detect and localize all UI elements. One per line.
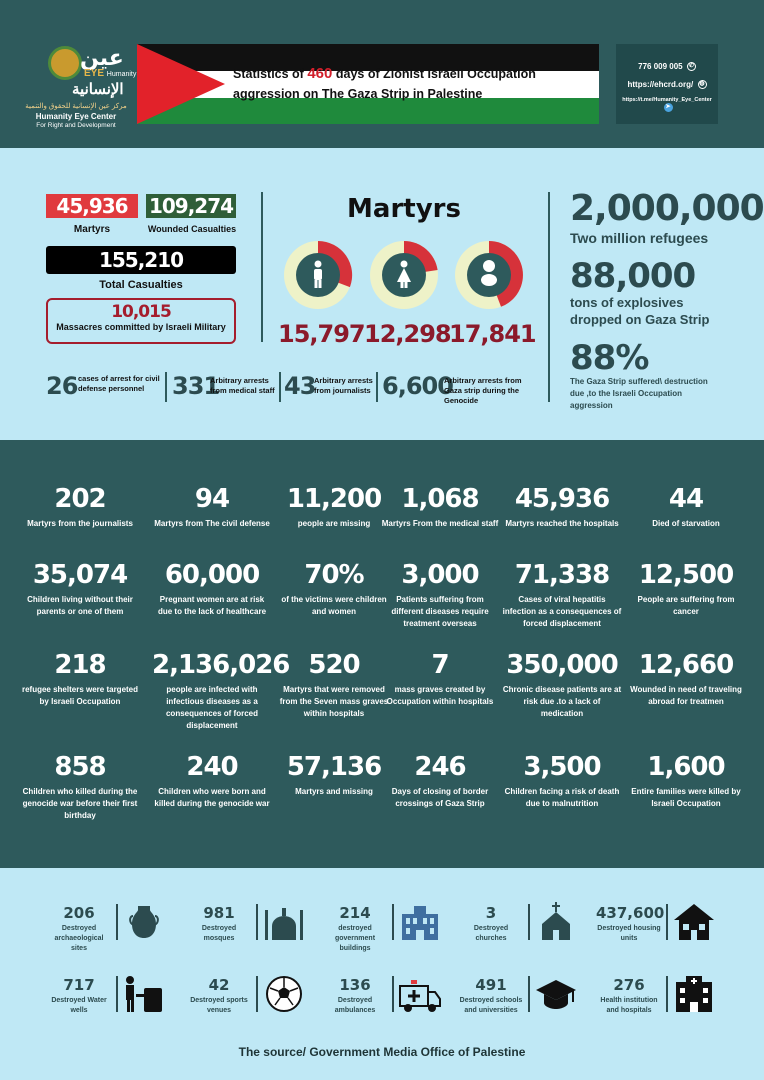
stat-label: Children facing a risk of death due to malnutrition	[504, 787, 620, 808]
contact-box	[616, 44, 718, 124]
header	[0, 0, 764, 148]
stat-value: 94	[194, 484, 230, 514]
women-chart	[369, 240, 439, 310]
stat-item	[274, 484, 394, 530]
stat-label: Children living without their parents or one of them	[27, 595, 133, 616]
divider	[528, 904, 530, 940]
logo-arabic-sub: الإنسانية	[72, 81, 124, 98]
refugees-label: Two million refugees	[570, 230, 709, 246]
stat-label: Children who killed during the genocide war before their first birthday	[22, 787, 138, 820]
stat-item	[626, 650, 746, 708]
logo-eye-icon	[48, 46, 82, 80]
divider	[116, 904, 118, 940]
stat-value: 1,600	[647, 752, 725, 782]
destroyed-label: Health institution and hospitals	[600, 997, 658, 1014]
stat-item	[380, 752, 500, 810]
logo	[14, 44, 138, 134]
stat-label: Martyrs from The civil defense	[154, 519, 270, 528]
stat-label: people are infected with infectious diseases as a consequences of forced displacement	[165, 685, 259, 730]
stat-label: of the victims were children and women	[281, 595, 387, 616]
stat-value: 520	[308, 650, 360, 680]
destroyed-item	[596, 902, 736, 952]
stat-item	[20, 560, 140, 618]
divider	[392, 976, 394, 1012]
stat-item	[502, 560, 622, 630]
stat-value: 240	[186, 752, 238, 782]
stat-value: 3,500	[523, 752, 601, 782]
martyrs-title: Martyrs	[347, 194, 461, 224]
stat-item	[502, 752, 622, 810]
explosives-label: tons of explosives dropped on Gaza Strip	[570, 295, 710, 327]
wounded-value: 109,274	[146, 194, 236, 218]
logo-arabic-small: مركز عين الإنسانية للحقوق والتنمية	[25, 103, 127, 110]
contact-website[interactable]: https://ehcrd.org/ ◍	[627, 80, 705, 89]
stat-item	[502, 484, 622, 530]
source-note: The source/ Government Media Office of Palestine	[238, 1045, 526, 1059]
women-value: 12,298	[364, 320, 451, 348]
stat-item	[152, 752, 272, 810]
stat-item	[380, 484, 500, 530]
statistics-grid	[0, 440, 764, 868]
divider	[548, 192, 550, 402]
destroyed-value: 981	[203, 904, 235, 922]
destroyed-value: 214	[339, 904, 371, 922]
stat-label: People are suffering from cancer	[637, 595, 735, 616]
palestine-flag-banner	[137, 44, 599, 124]
destroyed-label: Destroyed mosques	[201, 925, 237, 942]
divider	[256, 976, 258, 1012]
destroyed-label: Destroyed schools and universities	[459, 997, 523, 1014]
phone-icon: ✆	[688, 63, 694, 70]
stat-item	[626, 560, 746, 618]
divider	[116, 976, 118, 1012]
stat-value: 70%	[304, 560, 364, 590]
arrest-civil-defense-value: 26	[46, 372, 78, 400]
destroyed-value: 206	[63, 904, 95, 922]
stat-value: 44	[668, 484, 704, 514]
stat-item	[274, 752, 394, 798]
stat-item	[152, 484, 272, 530]
house-icon	[672, 902, 716, 942]
page-title: Statistics of 460 days of Zionist Israeli Occupation aggression on The Gaza Strip in Palestine	[233, 65, 536, 101]
stat-value: 12,500	[638, 560, 734, 590]
stat-value: 12,660	[638, 650, 734, 680]
stat-item	[380, 560, 500, 630]
massacres-label: Massacres committed by Israeli Military	[56, 322, 226, 332]
destroyed-item	[458, 902, 598, 952]
stat-label: Patients suffering from different diseases require treatment overseas	[391, 595, 489, 628]
martyrs-value: 45,936	[46, 194, 138, 218]
destroyed-value: 491	[475, 976, 507, 994]
graduation-cap-icon	[534, 974, 578, 1014]
destroyed-item	[46, 974, 186, 1024]
stat-value: 7	[431, 650, 449, 680]
stat-label: Days of closing of border crossings of Gaza Strip	[391, 787, 489, 808]
stat-label: Died of starvation	[652, 519, 720, 528]
stat-item	[152, 650, 290, 732]
massacres-box	[46, 298, 236, 344]
destroyed-item	[186, 974, 326, 1024]
destroyed-label: Destroyed Water wells	[51, 997, 107, 1014]
stat-value: 11,200	[286, 484, 382, 514]
destroyed-value: 136	[339, 976, 371, 994]
divider	[666, 904, 668, 940]
destroyed-value: 437,600	[596, 904, 665, 922]
divider	[528, 976, 530, 1012]
stat-value: 202	[54, 484, 106, 514]
stat-value: 3,000	[401, 560, 479, 590]
stat-label: Pregnant women are at risk due to the lack of healthcare	[157, 595, 267, 616]
destroyed-value: 276	[613, 976, 645, 994]
stat-label: Martyrs reached the hospitals	[505, 519, 619, 528]
stat-value: 60,000	[164, 560, 260, 590]
stat-value: 35,074	[32, 560, 128, 590]
destroyed-value: 3	[485, 904, 497, 922]
stat-label: refugee shelters were targeted by Israeli Occupation	[21, 685, 139, 706]
destroyed-item	[46, 902, 186, 952]
summary-section	[0, 148, 764, 440]
destroyed-item	[322, 902, 462, 952]
stat-value: 45,936	[514, 484, 610, 514]
hospital-icon	[672, 974, 716, 1014]
arrest-journalists-value: 43	[284, 372, 316, 400]
water-well-icon	[122, 974, 166, 1014]
children-value: 17,841	[449, 320, 536, 348]
arrest-medical-value: 331	[172, 372, 220, 400]
church-icon	[534, 902, 578, 942]
children-chart	[454, 240, 524, 310]
stat-label: mass graves created by Occupation within hospitals	[386, 685, 494, 706]
arrest-journalists-label: Arbitrary arrests from journalists	[314, 376, 373, 395]
stat-item	[380, 650, 500, 708]
globe-icon: ◍	[699, 81, 705, 88]
total-label: Total Casualties	[99, 279, 183, 291]
stat-label: Martyrs from the journalists	[27, 519, 133, 528]
explosives-value: 88,000	[570, 256, 696, 296]
destruction-label: The Gaza Strip suffered\ destruction due ,to the Israeli Occupation aggression	[570, 377, 708, 410]
men-chart	[283, 240, 353, 310]
stat-item	[626, 484, 746, 530]
stat-value: 858	[54, 752, 106, 782]
stat-item	[274, 560, 394, 618]
stat-value: 71,338	[514, 560, 610, 590]
stat-item	[20, 752, 140, 822]
destroyed-item	[186, 902, 326, 952]
total-value: 155,210	[46, 246, 236, 274]
destroyed-item	[596, 974, 736, 1024]
stat-label: Cases of viral hepatitis infection as a consequences of forced displacement	[502, 595, 622, 628]
stat-value: 350,000	[506, 650, 618, 680]
stat-label: Children who were born and killed during the genocide war	[154, 787, 270, 808]
ambulance-icon	[398, 974, 442, 1014]
stat-value: 57,136	[286, 752, 382, 782]
contact-telegram[interactable]: https://t.me/Humanity_Eye_Center ➤	[622, 97, 712, 110]
destroyed-label: Destroyed ambulances	[334, 997, 376, 1014]
destroyed-label: Destroyed churches	[473, 925, 509, 942]
wounded-label: Wounded Casualties	[147, 224, 237, 234]
destroyed-label: Destroyed sports venues	[190, 997, 248, 1014]
stat-label: Martyrs and missing	[295, 787, 373, 796]
stat-item	[626, 752, 746, 810]
destroyed-label: Destroyed housing units	[597, 925, 661, 942]
destruction-value: 88%	[570, 338, 649, 378]
arrest-medical-label: Arbitrary arrests from medical staff	[210, 376, 275, 395]
arrest-gaza-value: 6,600	[382, 372, 453, 400]
massacres-value: 10,015	[111, 302, 171, 322]
stat-item	[502, 650, 622, 720]
divider	[256, 904, 258, 940]
stat-item	[20, 650, 140, 708]
stat-label: Entire families were killed by Israeli Occupation	[631, 787, 741, 808]
destroyed-value: 717	[63, 976, 95, 994]
stat-value: 1,068	[401, 484, 479, 514]
days-highlight: 460	[307, 65, 333, 82]
stat-item	[20, 484, 140, 530]
logo-eye-text: EYE Humanity	[84, 68, 137, 79]
flag-triangle	[137, 44, 227, 124]
stat-value: 246	[414, 752, 466, 782]
destroyed-value: 42	[208, 976, 230, 994]
divider	[666, 976, 668, 1012]
arrest-civil-defense-label: cases of arrest for civil defense personnel	[78, 374, 160, 393]
arrest-gaza-label: Arbitrary arrests from Gaza strip during the Genocide	[444, 376, 522, 405]
ball-icon	[262, 974, 306, 1014]
logo-name: Humanity Eye Center	[35, 112, 117, 121]
divider	[392, 904, 394, 940]
stat-value: 2,136,026	[152, 650, 290, 680]
martyrs-label: Martyrs	[73, 224, 111, 235]
stat-label: Chronic disease patients are at risk due .to a lack of medication	[502, 685, 622, 718]
telegram-icon: ➤	[665, 104, 671, 110]
stat-item	[274, 650, 394, 720]
government-building-icon	[398, 902, 442, 942]
stat-label: Wounded in need of traveling abroad for treatmen	[630, 685, 742, 706]
mosque-icon	[262, 902, 306, 942]
divider	[261, 192, 263, 342]
stat-label: Martyrs From the medical staff	[381, 519, 499, 528]
stat-label: Martyrs that were removed from the Seven mass graves within hospitals	[279, 685, 389, 718]
logo-arabic-main: عين	[80, 46, 124, 71]
contact-phone[interactable]: 776 009 005 ✆	[638, 62, 694, 71]
stat-item	[152, 560, 272, 618]
destroyed-item	[458, 974, 598, 1024]
destroyed-item	[322, 974, 462, 1024]
stat-label: people are missing	[297, 519, 371, 528]
destroyed-label: destroyed government buildings	[334, 925, 376, 952]
vase-icon	[122, 902, 166, 942]
destroyed-label: Destroyed archaeological sites	[54, 925, 104, 952]
men-value: 15,797	[278, 320, 365, 348]
logo-tagline: For Right and Development	[36, 122, 116, 129]
stat-value: 218	[54, 650, 106, 680]
refugees-value: 2,000,000	[570, 188, 764, 229]
